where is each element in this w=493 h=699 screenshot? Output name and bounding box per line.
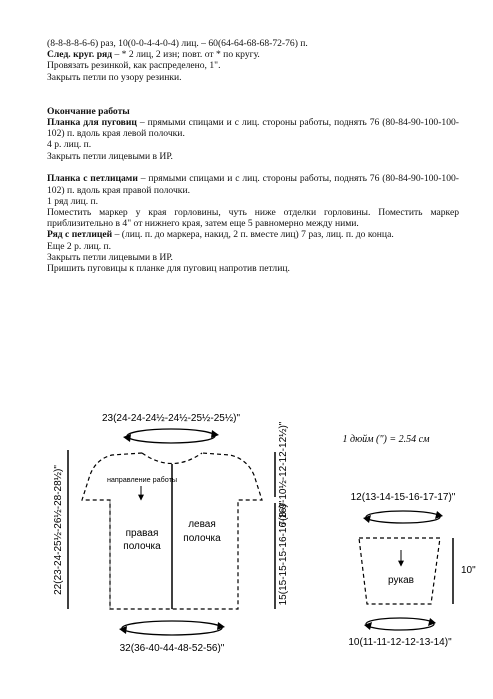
pattern-line: Провязать резинкой, как распределено, 1". bbox=[47, 60, 221, 72]
pattern-line: Поместить маркер у края горловины, чуть ниже отделки горловины. Поместить маркер приблизительно в 4" от нижнего края, затем еще 5 равномерно между ними. bbox=[47, 206, 459, 230]
neckline bbox=[142, 453, 202, 464]
sleeve-length-label: 10" bbox=[461, 565, 476, 576]
row-heading: Планка для пуговиц bbox=[47, 117, 137, 129]
pattern-line: Закрыть петли лицевыми в ИР. bbox=[47, 150, 173, 162]
neck-measure-label: 23(24-24-24½-24½-25½-25½)" bbox=[101, 413, 241, 424]
row-instruction: – прямыми спицами и с лиц. стороны работы, поднять 76 (80-84-90-100-100-102) п. вдоль края левой полочки. bbox=[47, 117, 459, 140]
pattern-line: (8-8-8-8-6-6) раз, 10(0-0-4-4-0-4) лиц. – 60(64-64-68-68-72-76) п. bbox=[47, 38, 308, 49]
sleeve-bottom-label: 10(11-11-12-12-13-14)" bbox=[348, 637, 452, 648]
pattern-line: Пришить пуговицы к планке для пуговиц напротив петлиц. bbox=[47, 262, 290, 274]
pattern-line: Еще 2 р. лиц. п. bbox=[47, 240, 112, 252]
sleeve-bottom-arrowhead-icon bbox=[428, 618, 436, 626]
right-front-label: полочка bbox=[123, 541, 161, 552]
pattern-line: 1 ряд лиц. п. bbox=[47, 195, 99, 207]
row-instruction: – прямыми спицами и с лиц. стороны работы, поднять 76 (80-84-90-100-100-102) п. вдоль края правой полочки. bbox=[47, 173, 459, 196]
sleeve-outline bbox=[359, 538, 440, 604]
pattern-line: Закрыть петли по узору резинки. bbox=[47, 71, 182, 83]
bottom-measure-arrow bbox=[122, 621, 222, 635]
direction-label: направление работы bbox=[106, 475, 178, 484]
sleeve-top-arrow bbox=[366, 511, 440, 523]
sleeve-top-label: 12(13-14-15-16-17-17)" bbox=[350, 492, 456, 503]
total-length-label: 22(23-24-25½-26½-28-28½)" bbox=[53, 465, 64, 595]
armhole-depth-label: 7(8-9-10½-12-12-12½)" bbox=[278, 421, 289, 527]
pattern-line: Закрыть петли лицевыми в ИР. bbox=[47, 251, 173, 263]
row-instruction: – (лиц. п. до маркера, накид, 2 п. вместе лиц) 7 раз, лиц. п. до конца. bbox=[112, 229, 394, 241]
inch-conversion-note: 1 дюйм (") = 2.54 см bbox=[342, 434, 430, 445]
pattern-line: 4 р. лиц. п. bbox=[47, 139, 92, 151]
sleeve-label: рукав bbox=[388, 575, 414, 586]
sleeve-bottom-arrow bbox=[366, 618, 434, 630]
bottom-measure-label: 32(36-40-44-48-52-56)" bbox=[119, 643, 225, 654]
row-heading: Планка с петлицами bbox=[47, 173, 138, 185]
neck-measure-arrow bbox=[127, 429, 215, 443]
left-front-label: полочка bbox=[183, 533, 221, 544]
row-heading: Ряд с петлицей bbox=[47, 229, 113, 241]
row-instruction: – * 2 лиц, 2 изн; повт. от * по кругу. bbox=[112, 49, 260, 61]
right-front-label: правая bbox=[125, 528, 159, 539]
section-heading-text: Окончание работы bbox=[47, 105, 130, 117]
row-heading: След. круг. ряд bbox=[47, 49, 113, 61]
body-length-label: 15(15-15-15-16-16-16)" bbox=[278, 500, 289, 606]
left-front-label: левая bbox=[188, 519, 216, 530]
sleeve-bottom-arrowhead-icon bbox=[364, 622, 372, 630]
